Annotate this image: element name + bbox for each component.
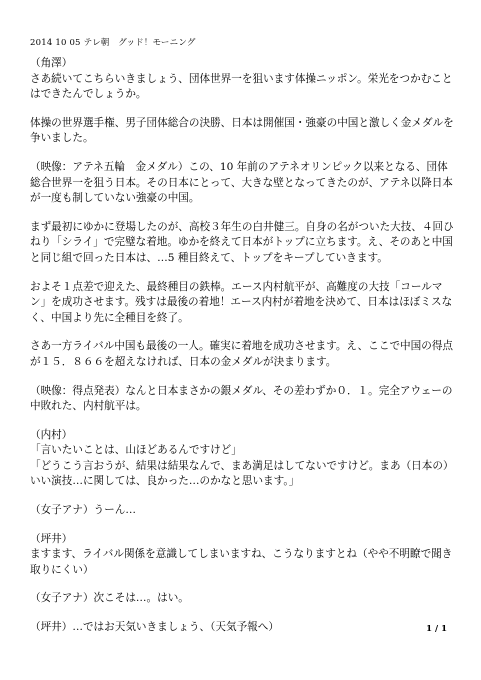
paragraph: （坪井）…ではお天気いきましょう、（天気予報へ）: [30, 621, 279, 634]
transcript-body: [30, 56, 455, 649]
page-number: 1 / 1: [426, 624, 447, 634]
paragraph: さあ一方ライバル中国も最後の一人。確実に着地を成功させます。え、ここで中国の得点が１５．８６６を超えなければ、日本の金メダルが決まります。: [30, 340, 454, 368]
paragraph: 体操の世界選手権、男子団体総合の決勝、日本は開催国・強豪の中国と激しく金メダルを争いました。: [30, 116, 454, 145]
paragraph: （女子アナ）次こそは…。はい。: [30, 592, 189, 605]
document-header: 2014 10 05 テレ朝 グッド！モーニング: [30, 38, 196, 48]
paragraph: （坪井） ますます、ライバル関係を意識してしまいますね、こうなりますとね（やや不明瞭で聞き取りにくい）: [30, 532, 453, 576]
paragraph: （映像：得点発表）なんと日本まさかの銀メダル、その差わずか０．１。完全アウェーの中敗れた、内村航平は。: [30, 384, 453, 413]
paragraph: およそ１点差で迎えた、最終種目の鉄棒。エース内村航平が、高難度の大技「コールマン」を成功させます。残すは最後の着地！エース内村が着地を決めて、日本はほぼミスなく、中国より先に全種目を終了。: [30, 280, 453, 324]
paragraph: まず最初にゆかに登場したのが、高校３年生の白井健三。自身の名がついた大技、４回ひねり「シライ」で完璧な着地。ゆかを終えて日本がトップに立ちます。え、そのあと中国と同じ組で回った日本は、…5 種目終えて、トップをキープしていきます。: [30, 220, 454, 264]
paragraph: （角澤） さあ続いてこちらいきましょう、団体世界一を狙います体操ニッポン。栄光をつかむことはできたんでしょうか。: [30, 57, 453, 101]
paragraph: （女子アナ）うーん…: [30, 504, 136, 517]
paragraph: （映像：アテネ五輪 金メダル）この、10 年前のアテネオリンピック以来となる、団体総合世界一を狙う日本。その日本にとって、大きな壁となってきたのが、アテネ以降日本が一度も制していない強豪の中国。: [30, 160, 453, 205]
paragraph: （内村） 「言いたいことは、山ほどあるんですけど」 「どうこう言おうが、結果は結果なんで、まあ満足はしてないですけど。まあ（日本の）いい演技…に関しては、良かった…のかなと思います。」: [30, 428, 454, 488]
